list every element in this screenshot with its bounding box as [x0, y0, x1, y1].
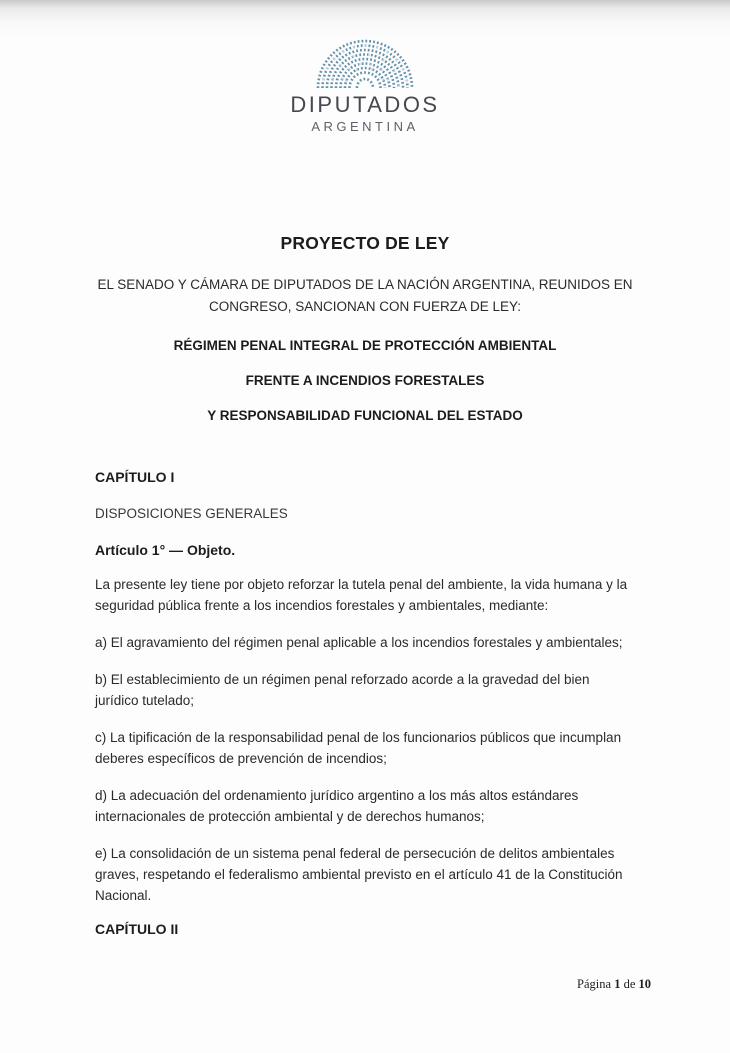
body-content [0, 469, 730, 937]
document-title: PROYECTO DE LEY [280, 233, 450, 253]
page-footer-prefix: Página [577, 977, 612, 991]
article-1-item-a: a) El agravamiento del régimen penal aplicable a los incendios forestales y ambientales; [95, 635, 623, 650]
logo-title: DIPUTADOS [290, 92, 440, 117]
article-1-heading: Artículo 1° — Objeto. [95, 542, 236, 558]
article-1-intro: La presente ley tiene por objeto reforzar la tutela penal del ambiente, la vida humana y la seguridad pública frente a los incendios forestales y ambientales, mediante: [95, 577, 628, 613]
law-title-line-3: Y RESPONSABILIDAD FUNCIONAL DEL ESTADO [207, 408, 523, 423]
page-footer-total: 10 [638, 977, 651, 991]
article-1-item-d: d) La adecuación del ordenamiento jurídico argentino a los más altos estándares internacionales de protección ambiental y de derechos humanos; [95, 788, 579, 824]
article-1-item-b: b) El establecimiento de un régimen penal reforzado acorde a la gravedad del bien jurídico tutelado; [95, 672, 590, 708]
logo-subtitle: ARGENTINA [311, 119, 419, 134]
page-number-footer [577, 977, 651, 992]
logo [0, 0, 730, 133]
article-1-item-c: c) La tipificación de la responsabilidad penal de los funcionarios públicos que incumplan deberes específicos de prevención de incendios; [95, 730, 622, 766]
page-footer-middle: de [623, 977, 636, 991]
page-footer-number: 1 [614, 977, 621, 991]
chapter-2-heading: CAPÍTULO II [95, 921, 179, 937]
law-title-line-2: FRENTE A INCENDIOS FORESTALES [245, 373, 485, 388]
chapter-1-heading: CAPÍTULO I [95, 469, 175, 485]
law-title-line-1: RÉGIMEN PENAL INTEGRAL DE PROTECCIÓN AMBIENTAL [173, 338, 557, 353]
chapter-1-subheading: DISPOSICIONES GENERALES [95, 506, 288, 521]
article-1-item-e: e) La consolidación de un sistema penal federal de persecución de delitos ambientales graves, respetando el federalismo ambiental previsto en el artículo 41 de la Constitución Nacional. [95, 846, 623, 903]
preamble: EL SENADO Y CÁMARA DE DIPUTADOS DE LA NACIÓN ARGENTINA, REUNIDOS EN CONGRESO, SANCIONAN CON FUERZA DE LEY: [97, 277, 633, 314]
hemicycle-dots-icon [315, 38, 415, 90]
